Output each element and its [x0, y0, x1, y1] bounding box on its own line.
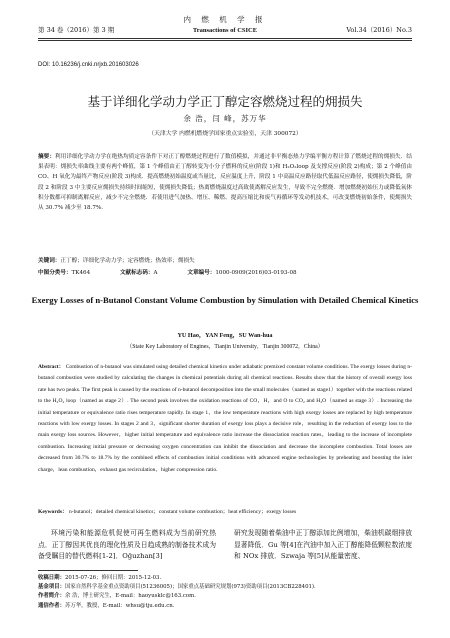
keywords-cn-label: 关键词：: [38, 258, 61, 264]
keywords-cn: [38, 256, 412, 264]
affiliation-cn: （天津大学 内燃机燃烧学国家重点实验室，天津 300072）: [148, 131, 302, 137]
footnote-author-bio: 作者简介：余 浩，博士研究生，E-mail：haoyusklc@163.com．: [38, 593, 200, 600]
footnote-corresponding: 通信作者：苏万华，教授，E-mail：whsu@tju.edu.cn．: [38, 602, 179, 609]
footnotes: [38, 574, 412, 611]
journal-title-cn: 内 燃 机 学 报: [183, 15, 267, 24]
body-text-left-column: 环境污染和能源危机促使可再生燃料成为当前研究热点．正丁醇因其优良的理化性质及日趋成熟的制备技术成为备受瞩目的替代燃料[1-2]．Oğuzhan[3]: [38, 529, 216, 560]
abstract-cn: [38, 152, 412, 213]
header-rule-thin: [38, 40, 412, 41]
authors-cn: 余 浩，闫 峰，苏万华: [183, 114, 267, 123]
title-cn: 基于详细化学动力学正丁醇定容燃烧过程的㶲损失: [87, 94, 363, 109]
abstract-cn-label: 摘要：: [38, 154, 56, 160]
keywords-en-label: Keywords：: [38, 509, 68, 515]
doi[interactable]: DOI: 10.16236/j.cnki.nrjxb.201603026: [38, 62, 139, 68]
volume-issue-en: Vol.34（2016）No.3: [346, 26, 412, 34]
header-rule: [38, 38, 412, 39]
title-en: Exergy Losses of n-Butanol Constant Volume Combustion by Simulation with Detailed Chemical Kinetics: [31, 295, 419, 305]
abstract-en-text: Combustion of n-butanol was simulated using detailed chemical kinetics under adiabatic premixed constant volume conditions. The exergy losses during n-butanol combustion were studied by calculating the changes in chemical potentials during all chemical reactions. Results show that the history of overall exergy loss rate has two peaks. The first peak is caused by the reactions of n-butanol decomposition into the small molecules（named as stage1）together with the reactions related to the H₂O₂ loop（named as stage 2）. The second peak involves the oxidation reactions of CO，H，and O to CO₂ and H₂O（named as stage 3）. Increasing the initial temperature or equivalence ratio rises temperature rapidly. In stage 1，the low temperature reactions with high exergy losses are replaced by high temperature reactions with low exergy losses. In stages 2 and 3，significant shorter duration of exergy loss plays a decisive role，resulting in the reduction of exergy loss to the main exergy loss sources. However，higher initial temperature and equivalence ratio increase the dissociation reaction rates，leading to the increase of incomplete combustion. Increasing initial pressure or decreasing oxygen concentration can inhibit the dissociation and decrease the incomplete combustion. Total losses are decreased from 30.7% to 18.7% by the combined effects of combustion initial conditions with advanced engine technologies by preheating and boosting the inlet charge，lean combustion，exhaust gas recirculation，higher compression ratio.: [38, 364, 412, 473]
affiliation-en: （State Key Laboratory of Engines，Tianjin University，Tianjin 300072，China）: [126, 344, 324, 350]
article-number: 文章编号：1000-0909(2016)03-0193-08: [187, 270, 297, 276]
footnote-rule: [38, 570, 138, 571]
journal-title-en: Transactions of CSICE: [192, 27, 258, 34]
abstract-en-label: Abstract：: [38, 364, 65, 370]
abstract-en: [38, 362, 412, 476]
clc-number: 中图分类号：TK464: [38, 270, 91, 276]
keywords-cn-text: 正丁醇；详细化学动力学；定容燃烧；热效率；㶲损失: [60, 258, 195, 264]
keywords-en-text: n-butanol；detailed chemical kinetics；constant volume combustion；heat efficiency；exergy losses: [68, 509, 297, 515]
document-code: 文献标志码：A: [119, 270, 158, 276]
body-text-right-column: 研究发现随着柴油中正丁醇添加比例增加，柴油机碳烟排放显著降低．Gu 等[4]在汽油中加入正丁醇能降低颗粒数浓度和 NOx 排放．Szwaja 等[5]从能量密度、: [234, 529, 412, 560]
volume-issue-cn: 第 34 卷（2016）第 3 期: [38, 26, 115, 34]
keywords-en: [38, 507, 412, 517]
footnote-funding: 基金项目：国家自然科学基金重点资助项目(51236005)；国家重点基础研究规划(973)资助项目(2013CB228401)．: [38, 584, 320, 591]
footnote-received: 收稿日期：2015-07-26；修回日期：2015-12-03．: [38, 575, 165, 581]
running-header: [0, 0, 450, 52]
classification-info: [38, 268, 412, 276]
abstract-cn-text: 利用详细化学动力学在绝热均质定容条件下对正丁醇燃烧过程进行了数值模拟，并通过非平衡态热力学编平衡方程计算了燃烧过程的㶲损失．结果表明：㶲损失率曲线主要有两个峰值，第 1 个峰值由正丁醇转变为小分子燃料的反应(阶段 1)和 H₂O₂loop 及支撑反应(阶段 2)构成；第 2 个峰值由 CO、H 氧化为最终产物反应(阶段 3)构成．提高燃烧初始温度或当量比，反应温度上升，阶段 1 中高温反应路径取代低温反应路径，使㶲损失降低，阶段 2 和阶段 3 中主要反应㶲损失持续时间缩短，使㶲损失降低；热离燃烧温度过高致使离解反应发生，导致不完全燃烧．增加燃烧初始压力或降低氧体积分数都可抑制离解反应，减少不完全燃烧．若使用进气加热、增压、稀燃、提高压缩比和废气再循环等发动机技术，可改变燃烧初始条件，使㶲损失从 30.7% 减少至 18.7%．: [38, 154, 412, 212]
authors-en: YU Hao，YAN Feng，SU Wan-hua: [177, 332, 273, 339]
